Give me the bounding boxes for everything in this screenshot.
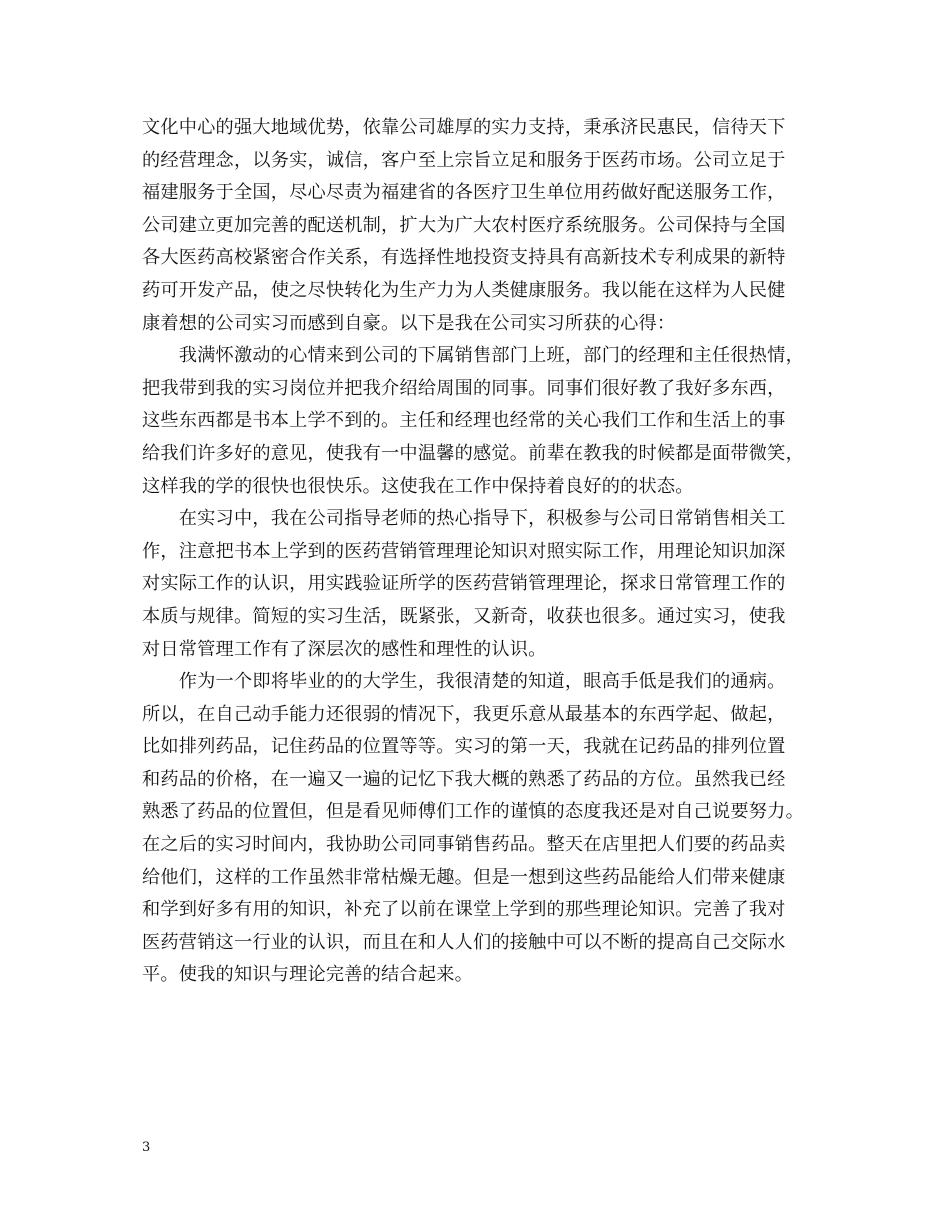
text-line: 把我带到我的实习岗位并把我介绍给周围的同事。同事们很好教了我好多东西， <box>142 377 786 399</box>
page-number: 3 <box>142 1140 151 1155</box>
text-line: 作为一个即将毕业的的大学生，我很清楚的知道，眼高手低是我们的通病。 <box>142 671 786 693</box>
text-line: 福建服务于全国，尽心尽责为福建省的各医疗卫生单位用药做好配送服务工作， <box>142 182 786 204</box>
text-line: 药可开发产品，使之尽快转化为生产力为人类健康服务。我以能在这样为人民健 <box>142 279 786 301</box>
text-line: 所以，在自己动手能力还很弱的情况下，我更乐意从最基本的东西学起、做起， <box>142 703 786 725</box>
text-line: 这样我的学的很快也很快乐。这使我在工作中保持着良好的的状态。 <box>142 475 694 497</box>
text-line: 医药营销这一行业的认识，而且在和人人们的接触中可以不断的提高自己交际水 <box>142 931 786 953</box>
text-line: 对实际工作的认识，用实践验证所学的医药营销管理理论，探求日常管理工作的 <box>142 573 786 595</box>
text-line: 在实习中，我在公司指导老师的热心指导下，积极参与公司日常销售相关工 <box>142 508 786 530</box>
text-line: 本质与规律。简短的实习生活，既紧张，又新奇，收获也很多。通过实习，使我 <box>142 605 786 627</box>
text-line: 作，注意把书本上学到的医药营销管理理论知识对照实际工作，用理论知识加深 <box>142 540 786 562</box>
text-line: 各大医药高校紧密合作关系，有选择性地投资支持具有高新技术专利成果的新特 <box>142 247 786 269</box>
body-text <box>142 112 822 992</box>
text-line: 的经营理念，以务实，诚信，客户至上宗旨立足和服务于医药市场。公司立足于 <box>142 149 786 171</box>
text-line: 我满怀激动的心情来到公司的下属销售部门上班，部门的经理和主任很热情， <box>142 345 804 367</box>
text-line: 比如排列药品，记住药品的位置等等。实习的第一天，我就在记药品的排列位置 <box>142 736 786 758</box>
text-line: 文化中心的强大地域优势，依靠公司雄厚的实力支持，秉承济民惠民，信待天下 <box>142 117 786 138</box>
text-line: 和学到好多有用的知识，补充了以前在课堂上学到的那些理论知识。完善了我对 <box>142 899 786 921</box>
text-line: 这些东西都是书本上学不到的。主任和经理也经常的关心我们工作和生活上的事 <box>142 410 786 432</box>
text-line: 平。使我的知识与理论完善的结合起来。 <box>142 964 473 986</box>
text-line: 对日常管理工作有了深层次的感性和理性的认识。 <box>142 638 547 660</box>
text-line: 康着想的公司实习而感到自豪。以下是我在公司实习所获的心得： <box>142 312 676 334</box>
text-line: 在之后的实习时间内，我协助公司同事销售药品。整天在店里把人们要的药品卖 <box>142 834 786 856</box>
text-line: 公司建立更加完善的配送机制，扩大为广大农村医疗系统服务。公司保持与全国 <box>142 214 786 236</box>
text-line: 给我们许多好的意见，使我有一中温馨的感觉。前辈在教我的时候都是面带微笑， <box>142 442 804 464</box>
text-line: 和药品的价格，在一遍又一遍的记忆下我大概的熟悉了药品的方位。虽然我已经 <box>142 768 786 790</box>
text-line: 给他们，这样的工作虽然非常枯燥无趣。但是一想到这些药品能给人们带来健康 <box>142 866 786 888</box>
text-line: 熟悉了药品的位置但，但是看见师傅们工作的谨慎的态度我还是对自己说要努力。 <box>142 801 804 823</box>
